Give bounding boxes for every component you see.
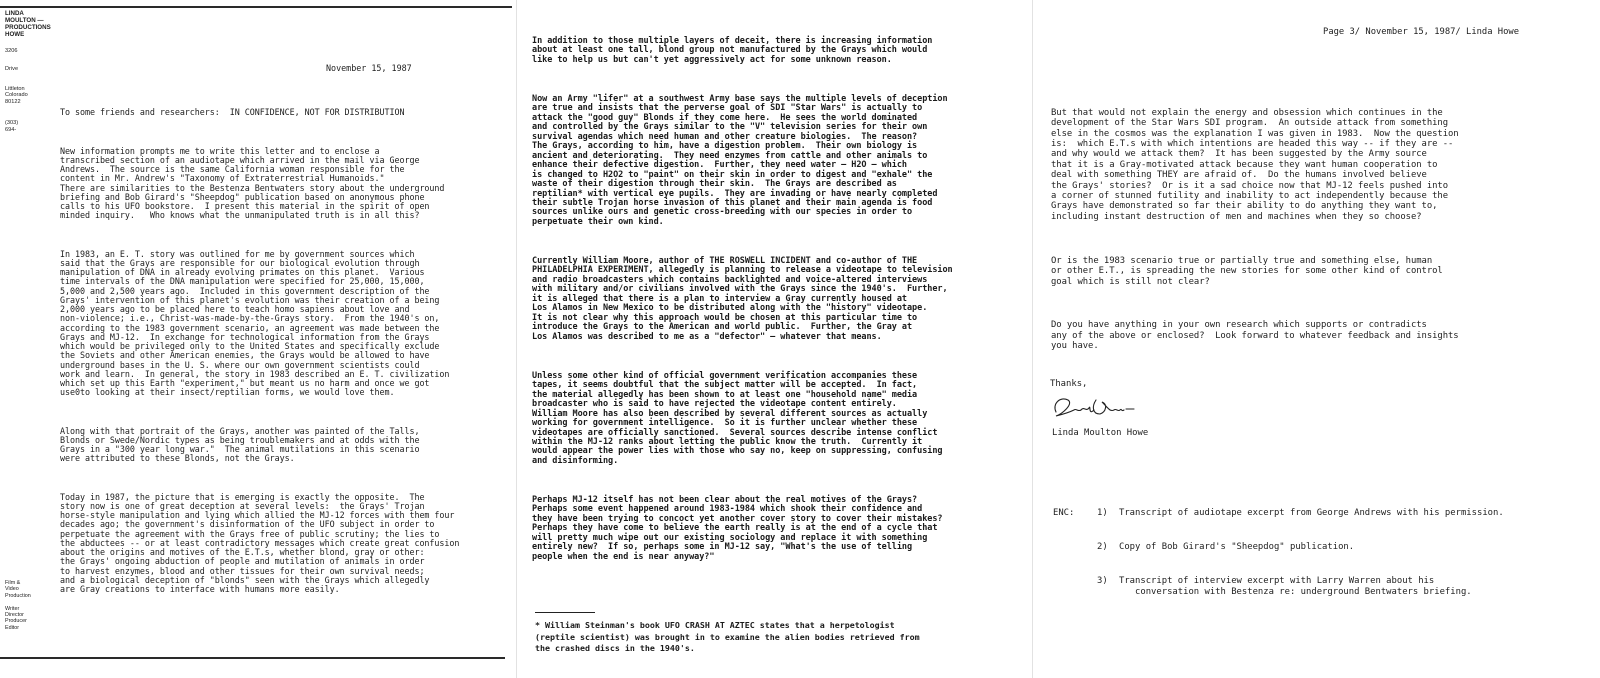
letter-page-2 [516,0,1033,678]
page3-body [1051,87,1459,385]
enc-label: ENC: [1053,508,1075,519]
letterhead-bottom-rule [0,657,505,659]
page3-header: Page 3/ November 15, 1987/ Linda Howe [1323,27,1519,37]
letterhead-sidebar [5,10,51,134]
letterhead-name: LINDA MOULTON — PRODUCTIONS HOWE [5,10,51,38]
letterhead-city: Littleton Colorado 80122 [5,85,28,106]
page3-paragraph: Or is the 1983 scenario true or partially true and something else, human or other E.T., is spreading the new stories for some other kind of control goal which is still not clear? [1051,255,1443,287]
closing: Thanks, [1050,379,1088,389]
enclosure-number: 1) [1097,508,1108,519]
letter-page-1 [0,0,516,678]
page1-paragraph: Today in 1987, the picture that is emerging is exactly the opposite. The story now is one of great deception at several levels: the Grays' Trojan horse-style manipulation and lying which allied the MJ-12 forces with them four decades ago; the government's disinformation of the UFO subject in order to perpetuate the agreement with the Grays free of public scrutiny; the lies to the abductees -- or at least contradictory messages which create great confusion about the origins and motives of the E.T.s, whether blond, gray or other: the Grays' ongoing abduction of people and mutilation of animals in order to harvest enzymes, blood and other tissues for their own survival needs; and a biological deception of "blonds" seen with the Grays which allegedly are Gray creations to interface with humans more easily. [60,491,460,594]
salutation: To some friends and researchers: IN CONFIDENCE, NOT FOR DISTRIBUTION [60,107,405,117]
enclosure-item [1053,542,1504,553]
page2-paragraph: Currently William Moore, author of THE ROSWELL INCIDENT and co-author of THE PHILADELPHIA EXPERIMENT, allegedly is planning to release a videotape to television and radio broadcasters which contains backlighted and voice-altered interviews with military and/or civilians involved with the Grays since the 1940's. Further, it is alleged that there is a plan to interview a Gray currently housed at Los Alamos in New Mexico to be distributed along with the "history" videotape. It is not clear why this approach would be chosen at this particular time to introduce the Grays to the American and world public. Further, the Gray at Los Alamos was described to me as a "defector" — whatever that means. [532,256,953,342]
page2-paragraph: Now an Army "lifer" at a southwest Army base says the multiple levels of deception are true and insists that the perverse goal of SDI "Star Wars" is actually to attack the "good guy" Blonds if they come here. He sees the world dominated and controlled by the Grays similar to the "V" television series for their own survival agendas which need human and other creature biologies. The reason? The Grays, according to him, have a digestion problem. Their own biology is ancient and deteriorating. They need enzymes from cattle and other animals to enhance their defective digestion. Further, they need water — H2O — which is changed to H2O2 to "paint" on their skin in order to digest and "exhale" the waste of their digestion through their skin. The Grays are described as reptilian* with vertical eye pupils. They are invading or have nearly completed their subtle Trojan horse invasion of this planet and their main agenda is food sources unlike ours and genetic cross-breeding with our species in order to perpetuate their own kind. [532,93,948,227]
page2-paragraph: In addition to those multiple layers of deceit, there is increasing information about at least one tall, blond group not manufactured by the Grays which would like to help us but can't yet aggressively act for some unknown reason. [532,35,933,65]
enclosure-text: Copy of Bob Girard's "Sheepdog" publication. [1119,542,1355,553]
page1-paragraph: In 1983, an E. T. story was outlined for me by government sources which said that the Grays are responsible for our biological evolution through manipulation of DNA in already evolving primates on this planet. Various time intervals of the DNA manipulation were specified for 25,000, 15,000, 5,000 and 2,500 years ago. Included in this government description of the Grays' intervention of this planet's evolution was their creation of a being 2,000 years ago to be placed here to teach homo sapiens about love and non-violence; i.e., Christ-was-made-by-the-Grays story. From the 1940's on, according to the 1983 government scenario, an agreement was made between the Grays and MJ-12. In exchange for technological information from the Grays which would be privileged only to the United States and specifically exclude the Soviets and other American enemies, the Grays would be allowed to have underground bases in the U. S. where our own government scientists could work and learn. In general, the story in 1983 described an E. T. civilization which set up this Earth "experiment," but meant us no harm and once we got use0to looking at their insect/reptilian forms, we would love them. [60,248,450,398]
enclosure-item [1053,508,1504,519]
enclosure-text: Transcript of interview excerpt with Larry Warren about his conversation with Bestenza re: underground Bentwaters briefing. [1119,575,1472,597]
handwritten-signature [1048,390,1138,430]
enclosure-text: Transcript of audiotape excerpt from George Andrews with his permission. [1119,508,1504,519]
enclosure-number: 3) [1097,575,1108,586]
letterhead-top-rule [0,6,512,8]
enclosure-list [1053,486,1504,609]
page1-paragraph: New information prompts me to write this letter and to enclose a transcribed section of an audiotape which arrived in the mail via George Andrews. The source is the same California woman responsible for the content in Mr. Andrew's "Taxonomy of Extraterrestrial Humanoids." There are similarities to the Bestenza Bentwaters story about the underground briefing and Bob Girard's "Sheepdog" publication based on anonymous phone calls to his UFO bookstore. I present this material in the spirit of open minded inquiry. Who knows what the unmanipulated truth is in all this? [60,145,445,221]
signer-name: Linda Moulton Howe [1052,428,1149,438]
letter-date: November 15, 1987 [326,63,412,73]
page3-paragraph: Do you have anything in your own research which supports or contradicts any of the above or enclosed? Look forward to whatever feedback and insights you have. [1051,320,1459,352]
footnote-rule [535,612,595,613]
enclosure-number: 2) [1097,542,1108,553]
page3-paragraph: But that would not explain the energy and obsession which continues in the development of the Star Wars SDI program. An outside attack from something else in the cosmos was the explanation I was given in 1983. Now the question is: which E.T.s with which intentions are headed this way -- if they are -- and why would we attack them? It has been suggested by the Army source that it is a Gray-motivated attack because they want human cooperation to deal with something THEY are afraid of. Do the humans involved believe the Grays' stories? Or is it a sad choice now that MJ-12 feels pushed into a corner of stunned futility and inability to act independently because the Grays have demonstrated so far their ability to do anything they want to, including instant destruction of men and machines when they so choose? [1051,107,1459,222]
enclosure-item [1053,576,1504,598]
footnote: * William Steinman's book UFO CRASH AT AZTEC states that a herpetologist (reptile scientist) was brought in to examine the alien bodies retrieved from the crashed discs in the 1940's. [535,620,920,653]
letterhead-phone: (303) 694- [5,119,19,133]
letterhead-street: Drive [5,65,19,72]
page1-body [60,128,459,623]
page2-paragraph: Perhaps MJ-12 itself has not been clear about the real motives of the Grays? Perhaps some event happened around 1983-1984 which shook their confidence and they have been trying to concoct yet another cover story to cover their mistakes? Perhaps they have come to believe the earth really is at the end of a cycle that will pretty much wipe out our existing sociology and replace it with something entirely new? If so, perhaps some in MJ-12 say, "What's the use of telling people when the end is near anyway?" [532,495,943,562]
page1-paragraph: Along with that portrait of the Grays, another was painted of the Talls, Blonds or Swede/Nordic types as being troublemakers and at odds with the Grays in a "300 year long war." The animal mutilations in this scenario were attributed to these Blonds, not the Grays. [60,425,420,464]
letterhead-street-number: 3206 [5,48,18,54]
letterhead-footer: Film & Video Production Writer Director Producer Editor [5,580,31,631]
page2-body [532,18,953,592]
page2-paragraph: Unless some other kind of official government verification accompanies these tapes, it seems doubtful that the subject matter will be accepted. In fact, the material allegedly has been shown to at least one "household name" media broadcaster who is said to have rejected the videotape content entirely. William Moore has also been described by several different sources as actually working for government intelligence. So it is further unclear whether these videotapes are officially sanctioned. Several sources describe intense conflict within the MJ-12 ranks about letting the public know the truth. Currently it would appear the power lies with those who say no, keep on suppressing, confusing and disinforming. [532,370,943,466]
